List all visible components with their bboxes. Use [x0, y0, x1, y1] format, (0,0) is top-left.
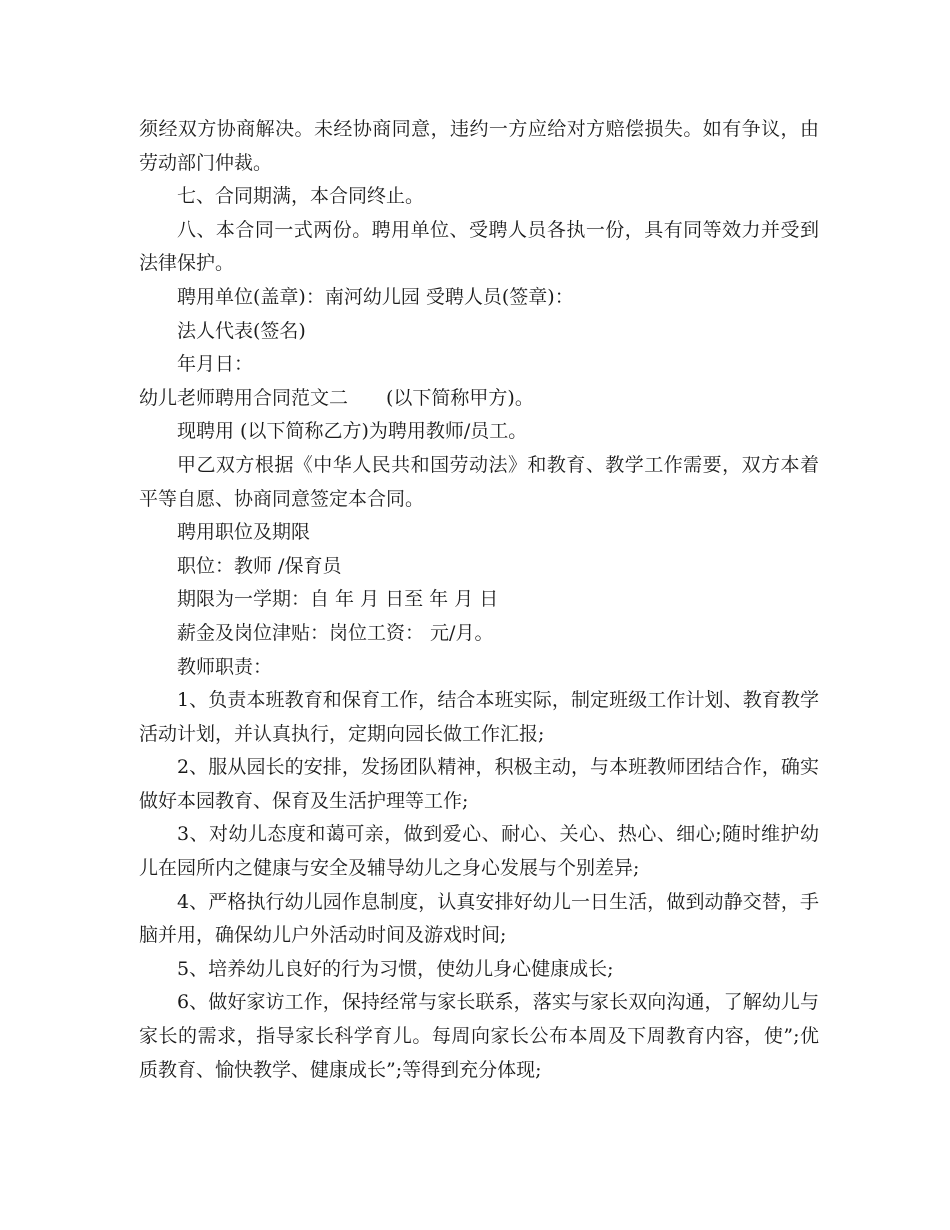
paragraph-dispute: 须经双方协商解决。未经协商同意，违约一方应给对方赔偿损失。如有争议，由劳动部门仲裁。	[139, 118, 819, 174]
document-body	[139, 113, 819, 1087]
sample-two-party-a: (以下简称甲方)。	[386, 386, 534, 409]
paragraph-legal-basis: 甲乙双方根据《中华人民共和国劳动法》和教育、教学工作需要，双方本着平等自愿、协商同意签定本合同。	[139, 453, 819, 510]
paragraph-position: 职位：教师 /保育员	[177, 554, 342, 577]
paragraph-salary: 薪金及岗位津贴：岗位工资： 元/月。	[177, 621, 494, 644]
paragraph-clause-7: 七、合同期满，本合同终止。	[177, 185, 425, 208]
paragraph-term: 期限为一学期：自 年 月 日至 年 月 日	[177, 588, 499, 611]
sample-two-title: 幼儿老师聘用合同范文二	[139, 386, 349, 409]
paragraph-duty-2: 2、服从园长的安排，发扬团队精神，积极主动，与本班教师团结合作，确实做好本园教育、保育及生活护理等工作;	[139, 756, 819, 812]
paragraph-duties-heading: 教师职责：	[177, 655, 273, 678]
paragraph-position-term-heading: 聘用职位及期限	[177, 521, 311, 544]
paragraph-legal-rep: 法人代表(签名)	[177, 319, 306, 342]
paragraph-signature-parties: 聘用单位(盖章)：南河幼儿园 受聘人员(签章)：	[177, 285, 574, 308]
paragraph-duty-5: 5、培养幼儿良好的行为习惯，使幼儿身心健康成长;	[177, 957, 614, 980]
paragraph-hire-statement: 现聘用 (以下简称乙方)为聘用教师/员工。	[177, 420, 528, 443]
paragraph-duty-3: 3、对幼儿态度和蔼可亲，做到爱心、耐心、关心、热心、细心;随时维护幼儿在园所内之健康与安全及辅导幼儿之身心发展与个别差异;	[139, 823, 819, 880]
paragraph-duty-1: 1、负责本班教育和保育工作，结合本班实际，制定班级工作计划、教育教学活动计划，并认真执行，定期向园长做工作汇报;	[139, 689, 819, 745]
paragraph-date: 年月日：	[177, 353, 254, 376]
paragraph-clause-8: 八、本合同一式两份。聘用单位、受聘人员各执一份，具有同等效力并受到法律保护。	[139, 218, 819, 275]
paragraph-duty-6: 6、做好家访工作，保持经常与家长联系，落实与家长双向沟通，了解幼儿与家长的需求，指导家长科学育儿。每周向家长公布本周及下周教育内容，使”;优质教育、愉快教学、健康成长”;等得到充分体现;	[139, 991, 819, 1081]
paragraph-sample-two-title	[139, 382, 819, 416]
paragraph-duty-4: 4、严格执行幼儿园作息制度，认真安排好幼儿一日生活，做到动静交替，手脑并用，确保幼儿户外活动时间及游戏时间;	[139, 890, 819, 947]
